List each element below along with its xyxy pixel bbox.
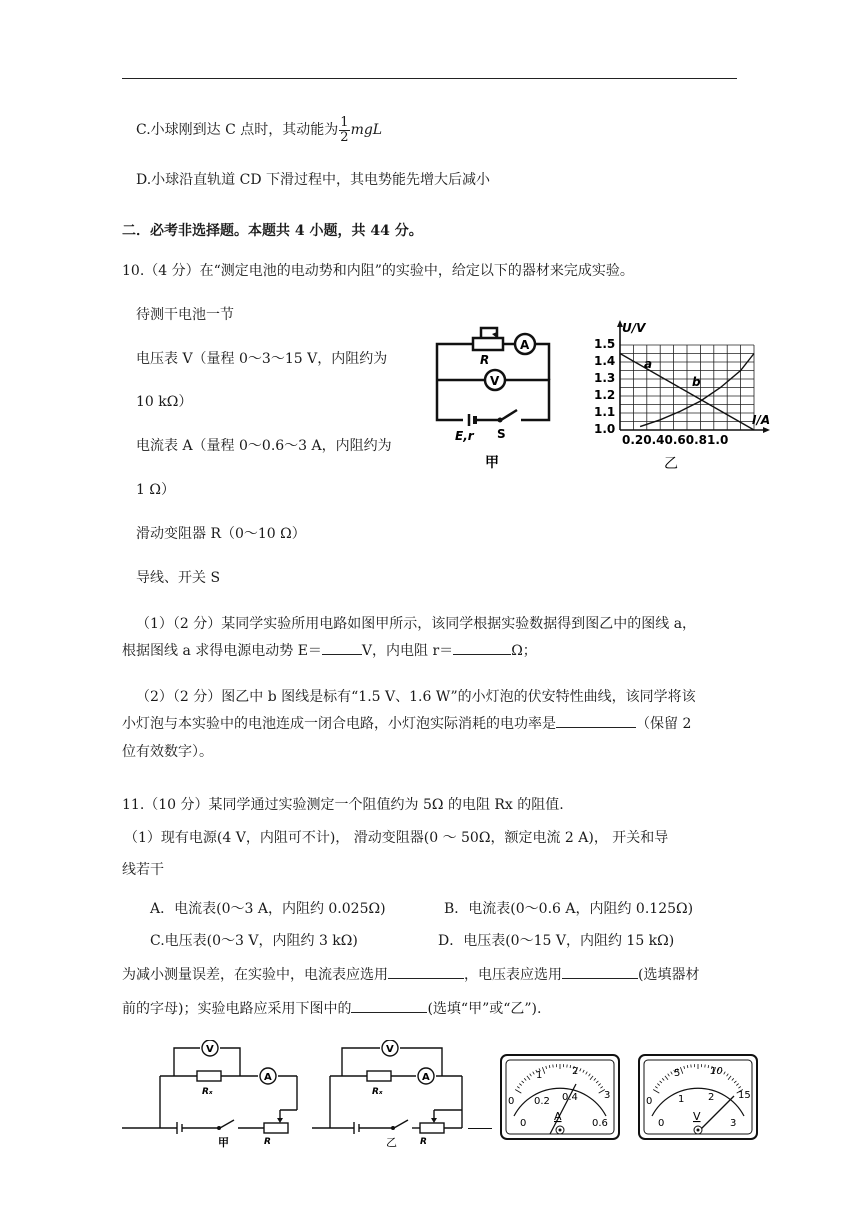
- jia-switch-label: S: [497, 427, 506, 441]
- ammeter-top-0: 0: [508, 1096, 515, 1107]
- ammeter-top-3: 3: [604, 1090, 611, 1101]
- blank-internal-resistance[interactable]: [453, 642, 511, 655]
- yi2-ammeter-label: A: [422, 1072, 430, 1083]
- series-b-label: b: [692, 375, 701, 389]
- ytick-1.1: 1.1: [594, 405, 616, 419]
- q10-item-ammeter-r: 1 Ω）: [136, 482, 175, 498]
- voltmeter-top-5: 5: [674, 1068, 681, 1079]
- graph-grid: [620, 345, 754, 430]
- blank-emf[interactable]: [322, 642, 362, 655]
- fraction-numerator: 1: [340, 114, 349, 130]
- ammeter-bottom-0: 0: [520, 1118, 527, 1129]
- ytick-1.3: 1.3: [594, 371, 616, 385]
- blank-circuit-choice[interactable]: [351, 1000, 427, 1013]
- blank-voltmeter-choice[interactable]: [562, 966, 638, 979]
- q10-part2-line2: 小灯泡与本实验中的电池连成一闭合电路，小灯泡实际消耗的电功率是 （保留 2: [122, 716, 692, 732]
- fraction-denominator: 2: [340, 129, 349, 145]
- q10-item-wire-switch: 导线、开关 S: [136, 570, 221, 586]
- jia2-ammeter-label: A: [264, 1072, 272, 1083]
- ytick-1.4: 1.4: [594, 354, 616, 368]
- voltmeter-bottom-1: 1: [678, 1094, 685, 1105]
- ammeter-bottom-0.6: 0.6: [592, 1118, 608, 1129]
- q10-item-voltmeter: 电压表 V（量程 0～3～15 V，内阻约为: [136, 351, 388, 367]
- yi2-rx-label: Rₓ: [372, 1087, 383, 1097]
- series-a-label: a: [644, 357, 653, 371]
- option-d: D.小球沿直轨道 CD 下滑过程中，其电势能先增大后减小: [136, 172, 491, 188]
- q10-part2-line3: 位有效数字）。: [122, 744, 213, 760]
- q11-heading: 11.（10 分）某同学通过实验测定一个阻值约为 5Ω 的电阻 Rx 的阻值.: [122, 797, 564, 813]
- voltmeter-top-0: 0: [646, 1096, 653, 1107]
- expression-mgl: mgL: [350, 122, 383, 138]
- xtick-labels: 0.20.40.60.81.0: [622, 433, 729, 447]
- ammeter-dial: [500, 1054, 620, 1140]
- q11-line4: 前的字母)；实验电路应采用下图中的 (选填“甲”或“乙”).: [122, 1001, 542, 1017]
- ammeter-top-1: 1: [536, 1070, 543, 1081]
- blank-power[interactable]: [556, 715, 636, 728]
- q11-line3: 为减小测量误差，在实验中，电流表应选用 ，电压表应选用 (选填器材: [122, 967, 700, 983]
- q10-circuit-jia: [425, 322, 565, 472]
- ytick-1.0: 1.0: [594, 422, 616, 436]
- series-b-curve: [640, 354, 754, 427]
- option-c: C.小球刚到达 C 点时，其动能为 $\frac{1}{2}$ mgL: [136, 114, 383, 145]
- q10-item-ammeter: 电流表 A（量程 0～0.6～3 A，内阻约为: [136, 438, 392, 454]
- q11-circuit-yi: [312, 1040, 497, 1152]
- q11-option-d: D．电压表(0～15 V，内阻约 15 kΩ): [438, 933, 675, 949]
- ammeter-unit: A: [554, 1110, 562, 1123]
- voltmeter-bottom-2: 2: [708, 1092, 715, 1103]
- ytick-1.2: 1.2: [594, 388, 616, 402]
- jia-caption: 甲: [485, 455, 499, 471]
- voltmeter-dial: [638, 1054, 758, 1140]
- q11-circuit-jia: [122, 1040, 307, 1152]
- jia2-rx-label: Rₓ: [202, 1087, 213, 1097]
- ammeter-bottom-0.4: 0.4: [562, 1092, 578, 1103]
- jia2-r-label: R: [264, 1137, 271, 1147]
- q10-part1-line2: 根据图线 a 求得电源电动势 E＝ V，内电阻 r＝ Ω；: [122, 643, 537, 659]
- graph-xlabel: I/A: [752, 413, 771, 427]
- voltmeter-bottom-3: 3: [730, 1118, 737, 1129]
- q11-meters-lead-line: [468, 1128, 492, 1129]
- ammeter-bottom-0.2: 0.2: [534, 1096, 550, 1107]
- q11-option-a: A．电流表(0～3 A，内阻约 0.025Ω): [150, 901, 386, 917]
- yi2-voltmeter-label: V: [386, 1044, 394, 1055]
- q11-option-c: C.电压表(0～3 V，内阻约 3 kΩ): [150, 933, 358, 949]
- q10-item-rheostat: 滑动变阻器 R（0～10 Ω）: [136, 526, 306, 542]
- q10-part2-line1: （2）（2 分）图乙中 b 图线是标有“1.5 V、1.6 W”的小灯泡的伏安特性曲线，该同学将该: [136, 689, 696, 705]
- voltmeter-top-15: 15: [738, 1090, 751, 1101]
- jia2-caption: 甲: [218, 1136, 229, 1149]
- q11-line2: 线若干: [122, 862, 164, 878]
- q11-line1: （1）现有电源(4 V，内阻可不计)， 滑动变阻器(0 ～ 50Ω，额定电流 2 A)， 开关和导: [124, 830, 669, 846]
- q10-heading: 10.（4 分）在“测定电池的电动势和内阻”的实验中，给定以下的器材来完成实验。: [122, 263, 634, 279]
- jia-battery-label: E,r: [455, 429, 474, 443]
- header-rule: [122, 78, 737, 79]
- jia-r-label: R: [480, 353, 490, 367]
- ammeter-top-2: 2: [572, 1066, 579, 1077]
- voltmeter-top-10: 10: [710, 1066, 723, 1077]
- ytick-1.5: 1.5: [594, 337, 616, 351]
- q10-part1-line1: （1）（2 分）某同学实验所用电路如图甲所示，该同学根据实验数据得到图乙中的图线 a，: [136, 616, 697, 632]
- q10-item-voltmeter-r: 10 kΩ）: [136, 394, 193, 410]
- graph-caption: 乙: [664, 456, 678, 472]
- voltmeter-unit: V: [693, 1110, 701, 1123]
- jia-ammeter-label: A: [520, 338, 530, 352]
- blank-ammeter-choice[interactable]: [388, 966, 464, 979]
- yi2-caption: 乙: [386, 1136, 397, 1149]
- graph-ylabel: U/V: [622, 321, 646, 335]
- q11-option-b: B．电流表(0～0.6 A，内阻约 0.125Ω): [444, 901, 694, 917]
- q10-item-battery: 待测干电池一节: [136, 307, 234, 323]
- jia-voltmeter-label: V: [490, 374, 500, 388]
- q10-ui-graph: [592, 318, 782, 474]
- section-heading: 二．必考非选择题。本题共 4 小题，共 44 分。: [122, 223, 423, 239]
- yi2-r-label: R: [420, 1137, 427, 1147]
- jia2-voltmeter-label: V: [206, 1044, 214, 1055]
- voltmeter-bottom-0: 0: [658, 1118, 665, 1129]
